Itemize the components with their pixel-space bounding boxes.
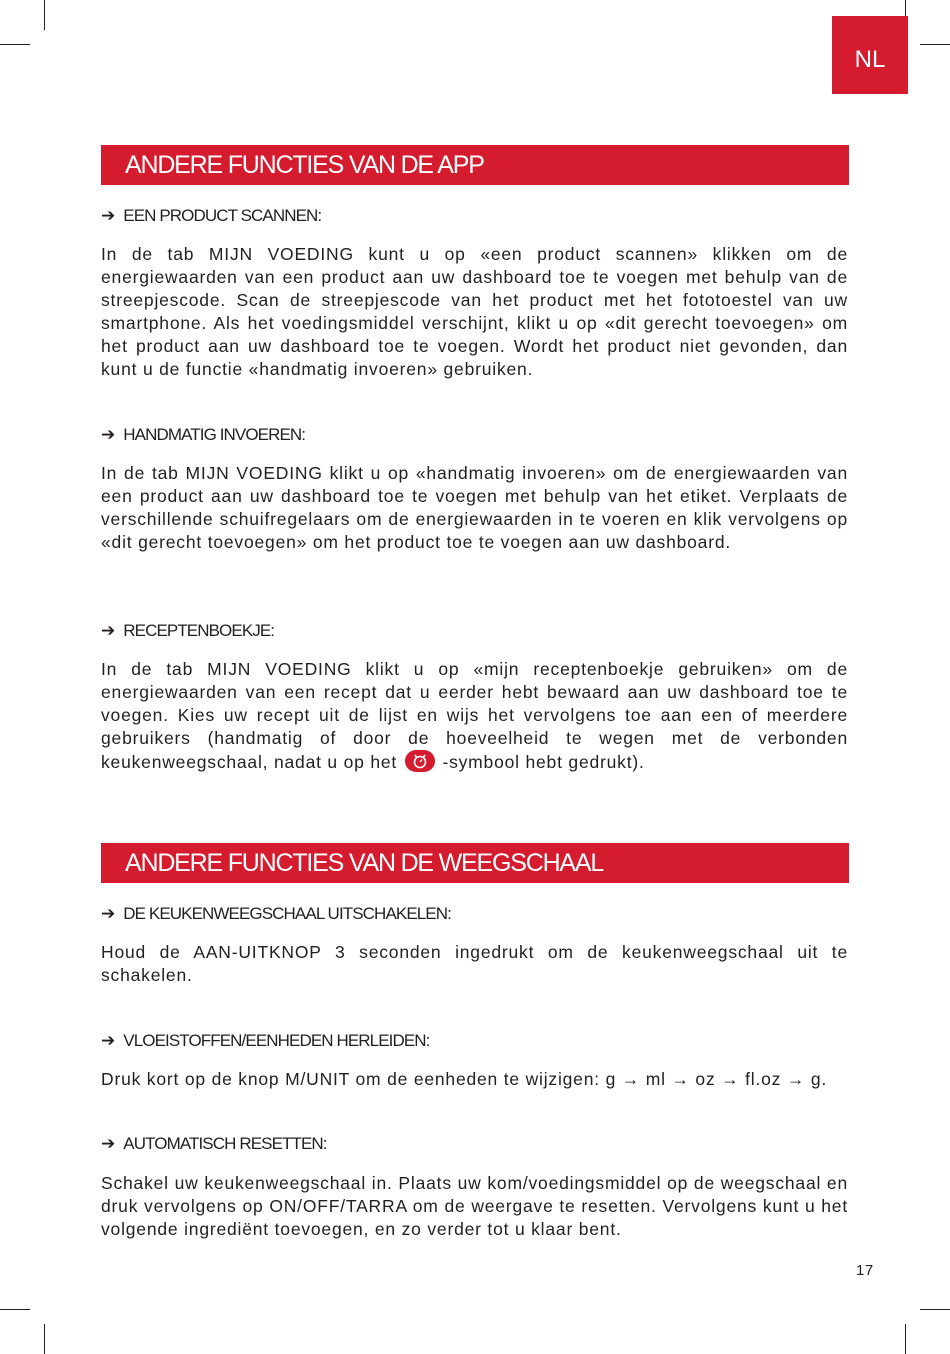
subheading-label: AUTOMATISCH RESETTEN: [123, 1134, 327, 1153]
paragraph-auto-reset: Schakel uw keukenweegschaal in. Plaats uw kom/voedingsmiddel op de weegschaal en druk vervolgens op ON/OFF/TARRA om de weergave te resetten. Vervolgens kunt u het volgende ingrediënt toevoegen, en zo verder tot u klaar bent. [101, 1173, 848, 1239]
crop-mark [44, 0, 45, 30]
paragraph-recipe-book [101, 658, 848, 774]
subheading-label: DE KEUKENWEEGSCHAAL UITSCHAKELEN: [123, 904, 451, 923]
paragraph-switch-off: Houd de AAN-UITKNOP 3 seconden ingedrukt om de keukenweegschaal uit te schakelen. [101, 942, 848, 985]
paragraph-text: In de tab MIJN VOEDING klikt u op «mijn receptenboekje gebruiken» om de energiewaarden van een recept dat u eerder hebt bewaard aan uw dashboard toe te voegen. Kies uw recept uit de lijst en wijs het vervolgens toe aan een of meerdere gebruikers (handmatig of door de hoeveelheid te wegen met de verbonden keukenweegschaal, nadat u op het [101, 659, 848, 772]
subheading-convert-units [101, 1030, 430, 1052]
crop-mark [0, 1309, 30, 1310]
arrow-right-icon: ➔ [101, 425, 116, 444]
crop-mark [920, 44, 950, 45]
subheading-label: HANDMATIG INVOEREN: [123, 425, 306, 444]
paragraph-text: -symbool hebt gedrukt). [442, 752, 645, 772]
crop-mark [0, 44, 30, 45]
subheading-label: RECEPTENBOEKJE: [123, 621, 275, 640]
arrow-right-icon: ➔ [101, 621, 116, 640]
section-banner-app: ANDERE FUNCTIES VAN DE APP [101, 145, 849, 185]
paragraph-convert-units: Druk kort op de knop M/UNIT om de eenheden te wijzigen: g → ml → oz → fl.oz → g. [101, 1069, 828, 1089]
paragraph-scan-product: In de tab MIJN VOEDING kunt u op «een product scannen» klikken om de energiewaarden van een product aan uw dashboard toe te voegen met behulp van de streepjescode. Scan de streepjescode van het product met het fototoestel van uw smartphone. Als het voedingsmiddel verschijnt, klikt u op «dit gerecht toevoegen» om het product aan uw dashboard toe te voegen. Wordt het product niet gevonden, dan kunt u de functie «handmatig invoeren» gebruiken. [101, 244, 848, 379]
crop-mark [920, 1309, 950, 1310]
subheading-switch-off [101, 903, 451, 925]
crop-mark [44, 1324, 45, 1354]
arrow-right-icon: ➔ [101, 904, 116, 923]
arrow-right-icon: ➔ [101, 1134, 116, 1153]
language-tab: NL [832, 16, 908, 94]
subheading-recipe-book [101, 620, 274, 642]
subheading-label: VLOEISTOFFEN/EENHEDEN HERLEIDEN: [123, 1031, 430, 1050]
arrow-right-icon: ➔ [101, 206, 116, 225]
subheading-label: EEN PRODUCT SCANNEN: [123, 206, 322, 225]
section-banner-scale: ANDERE FUNCTIES VAN DE WEEGSCHAAL [101, 843, 849, 883]
subheading-scan-product [101, 205, 321, 227]
scale-icon [405, 750, 435, 772]
paragraph-manual-input: In de tab MIJN VOEDING klikt u op «handmatig invoeren» om de energiewaarden van een product aan uw dashboard toe te voegen met behulp van het etiket. Verplaats de verschillende schuifregelaars om de energiewaarden in te voeren en klik vervolgens op «dit gerecht toevoegen» om het product toe te voegen aan uw dashboard. [101, 463, 848, 552]
arrow-right-icon: ➔ [101, 1031, 116, 1050]
page-number: 17 [856, 1262, 874, 1279]
subheading-auto-reset [101, 1133, 327, 1155]
subheading-manual-input [101, 424, 305, 446]
crop-mark [905, 1324, 906, 1354]
